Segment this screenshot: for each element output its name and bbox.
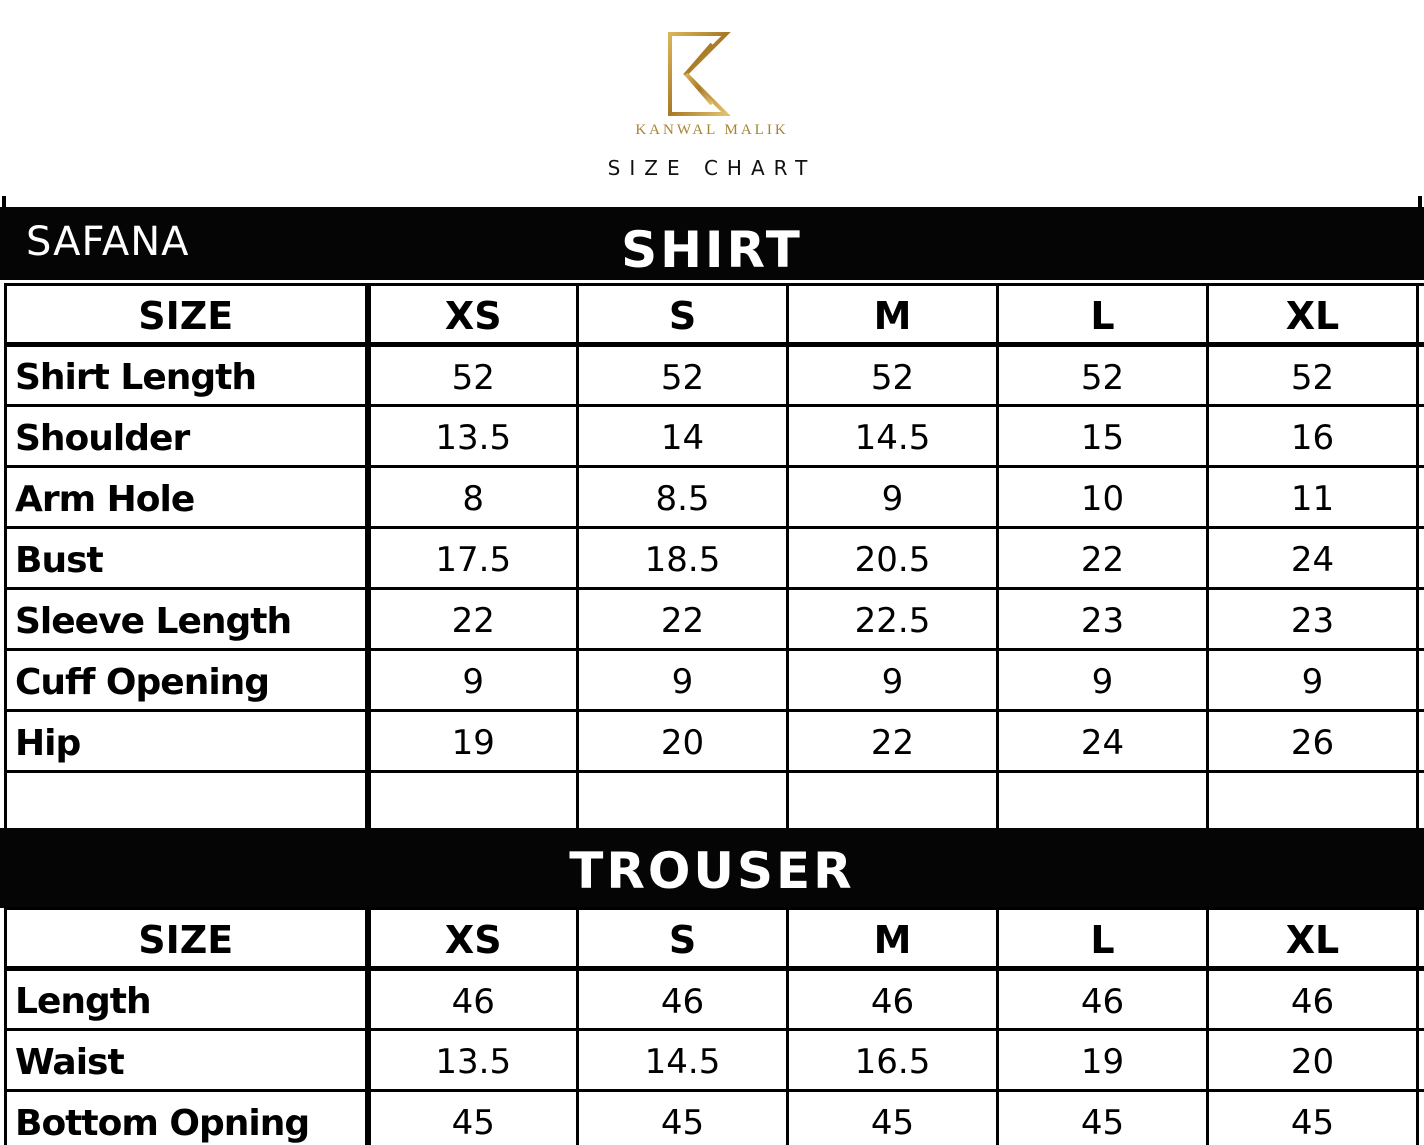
shirt-value-cell [1208, 772, 1418, 833]
trouser-value-cell: 46 [1208, 969, 1418, 1030]
shirt-value-cell: 9 [368, 650, 578, 711]
table-row [6, 711, 1424, 772]
trouser-value-cell: 45 [788, 1091, 998, 1145]
table-row [6, 589, 1424, 650]
brand-name: KANWAL MALIK [635, 122, 789, 138]
trouser-section-title: TROUSER [569, 842, 855, 900]
trouser-row-label: Bottom Opning [6, 1091, 368, 1145]
trouser-size-table [4, 907, 1424, 1145]
table-row [6, 1091, 1424, 1145]
shirt-row-label: Arm Hole [6, 467, 368, 528]
trouser-header-cell: XL [1208, 909, 1418, 969]
shirt-value-cell: 24 [1208, 528, 1418, 589]
table-row [6, 772, 1424, 833]
shirt-value-cell: 23 [1208, 589, 1418, 650]
shirt-value-cell: 23 [998, 589, 1208, 650]
shirt-section-title: SHIRT [621, 221, 803, 279]
shirt-value-cell: 10 [998, 467, 1208, 528]
trouser-value-cell: 16.5 [788, 1030, 998, 1091]
trouser-row-label: Waist [6, 1030, 368, 1091]
header [0, 0, 1424, 190]
shirt-row-label: Shirt Length [6, 345, 368, 406]
shirt-header-cell: S [578, 285, 788, 345]
shirt-value-cell: 19 [368, 711, 578, 772]
shirt-value-cell: 52 [998, 345, 1208, 406]
table-row [6, 345, 1424, 406]
shirt-value-cell: 20 [578, 711, 788, 772]
table-edge-cell [1418, 772, 1424, 833]
shirt-header-cell: SIZE [6, 285, 368, 345]
trouser-header-cell: M [788, 909, 998, 969]
table-edge-cell [1418, 528, 1424, 589]
shirt-value-cell: 11 [1208, 467, 1418, 528]
trouser-value-cell: 46 [368, 969, 578, 1030]
shirt-section-bar [0, 207, 1424, 280]
shirt-value-cell: 16 [1208, 406, 1418, 467]
table-edge-cell [1418, 1030, 1424, 1091]
shirt-header-cell: XL [1208, 285, 1418, 345]
shirt-value-cell: 22.5 [788, 589, 998, 650]
km-monogram-icon [664, 30, 732, 120]
shirt-header-cell: XS [368, 285, 578, 345]
table-edge-cell [1418, 345, 1424, 406]
shirt-value-cell [788, 772, 998, 833]
table-edge-cell [1418, 285, 1424, 345]
trouser-value-cell: 45 [578, 1091, 788, 1145]
trouser-header-row [6, 909, 1424, 969]
table-edge-cell [1418, 589, 1424, 650]
shirt-value-cell: 18.5 [578, 528, 788, 589]
product-name: SAFANA [26, 219, 190, 265]
shirt-value-cell: 9 [788, 650, 998, 711]
shirt-value-cell: 52 [578, 345, 788, 406]
trouser-header-cell: XS [368, 909, 578, 969]
trouser-value-cell: 14.5 [578, 1030, 788, 1091]
table-row [6, 528, 1424, 589]
table-row [6, 406, 1424, 467]
shirt-value-cell [578, 772, 788, 833]
shirt-value-cell: 15 [998, 406, 1208, 467]
shirt-size-table [4, 283, 1424, 834]
table-edge-cell [1418, 406, 1424, 467]
trouser-section-bar [0, 828, 1424, 908]
trouser-value-cell: 45 [998, 1091, 1208, 1145]
shirt-row-label: Sleeve Length [6, 589, 368, 650]
shirt-value-cell: 9 [788, 467, 998, 528]
shirt-value-cell: 22 [578, 589, 788, 650]
shirt-value-cell: 13.5 [368, 406, 578, 467]
shirt-value-cell: 52 [788, 345, 998, 406]
shirt-row-label: Hip [6, 711, 368, 772]
shirt-value-cell: 22 [788, 711, 998, 772]
trouser-header-cell: S [578, 909, 788, 969]
shirt-value-cell: 14.5 [788, 406, 998, 467]
shirt-value-cell: 22 [998, 528, 1208, 589]
shirt-header-row [6, 285, 1424, 345]
shirt-value-cell: 20.5 [788, 528, 998, 589]
shirt-value-cell: 9 [578, 650, 788, 711]
trouser-value-cell: 46 [578, 969, 788, 1030]
trouser-value-cell: 45 [1208, 1091, 1418, 1145]
table-edge-cell [1418, 650, 1424, 711]
shirt-value-cell [998, 772, 1208, 833]
shirt-value-cell: 52 [1208, 345, 1418, 406]
trouser-value-cell: 46 [788, 969, 998, 1030]
table-edge-cell [1418, 711, 1424, 772]
trouser-row-label: Length [6, 969, 368, 1030]
trouser-value-cell: 13.5 [368, 1030, 578, 1091]
shirt-row-label [6, 772, 368, 833]
shirt-value-cell: 8.5 [578, 467, 788, 528]
trouser-value-cell: 45 [368, 1091, 578, 1145]
trouser-header-cell: SIZE [6, 909, 368, 969]
shirt-value-cell: 9 [1208, 650, 1418, 711]
shirt-value-cell: 52 [368, 345, 578, 406]
shirt-value-cell: 9 [998, 650, 1208, 711]
shirt-value-cell: 24 [998, 711, 1208, 772]
table-row [6, 1030, 1424, 1091]
shirt-row-label: Bust [6, 528, 368, 589]
table-edge-cell [1418, 1091, 1424, 1145]
trouser-value-cell: 46 [998, 969, 1208, 1030]
shirt-value-cell: 14 [578, 406, 788, 467]
shirt-value-cell: 22 [368, 589, 578, 650]
table-row [6, 467, 1424, 528]
shirt-row-label: Shoulder [6, 406, 368, 467]
table-row [6, 650, 1424, 711]
table-edge-cell [1418, 969, 1424, 1030]
shirt-header-cell: L [998, 285, 1208, 345]
table-edge-cell [1418, 909, 1424, 969]
shirt-row-label: Cuff Opening [6, 650, 368, 711]
trouser-value-cell: 20 [1208, 1030, 1418, 1091]
page-title: SIZE CHART [607, 156, 817, 180]
trouser-value-cell: 19 [998, 1030, 1208, 1091]
shirt-value-cell: 17.5 [368, 528, 578, 589]
trouser-header-cell: L [998, 909, 1208, 969]
shirt-value-cell: 26 [1208, 711, 1418, 772]
table-edge-cell [1418, 467, 1424, 528]
shirt-header-cell: M [788, 285, 998, 345]
shirt-value-cell [368, 772, 578, 833]
table-row [6, 969, 1424, 1030]
shirt-value-cell: 8 [368, 467, 578, 528]
